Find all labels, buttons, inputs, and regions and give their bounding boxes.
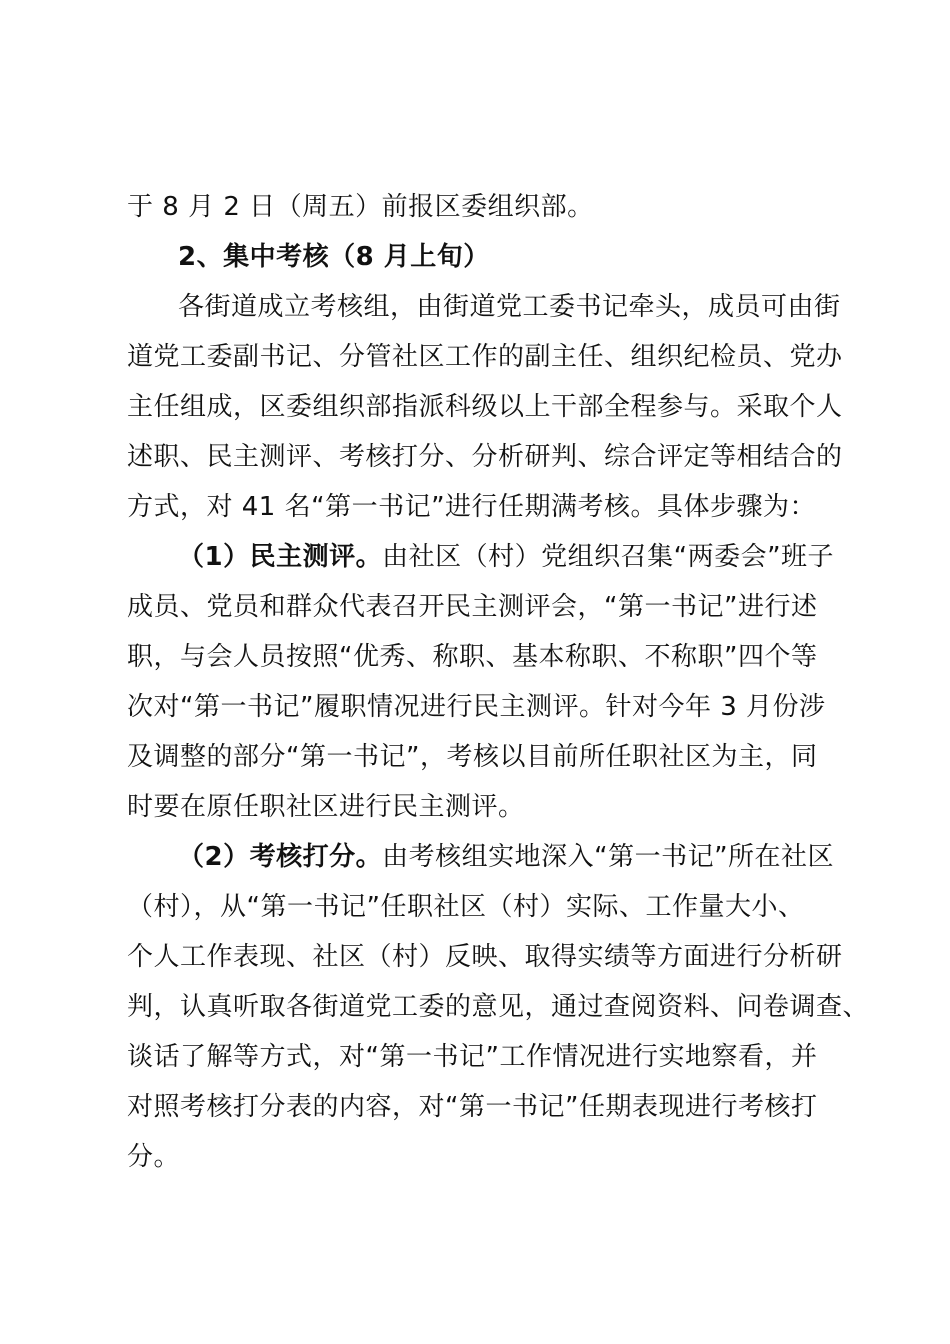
paragraph-line: 述职、民主测评、考核打分、分析研判、综合评定等相结合的 (127, 442, 843, 472)
section-heading: 2、集中考核（8 月上旬） (178, 242, 490, 272)
paragraph-text: 由考核组实地深入“第一书记”所在社区 (382, 842, 835, 872)
paragraph-text: 由社区（村）党组织召集“两委会”班子 (382, 542, 835, 572)
paragraph-line: 分。 (127, 1142, 181, 1172)
paragraph-line: 主任组成，区委组织部指派科级以上干部全程参与。采取个人 (127, 392, 843, 422)
paragraph-line: 个人工作表现、社区（村）反映、取得实绩等方面进行分析研 (127, 942, 843, 972)
paragraph-line: 方式，对 41 名“第一书记”进行任期满考核。具体步骤为： (127, 492, 817, 522)
paragraph-line: 对照考核打分表的内容，对“第一书记”任期表现进行考核打 (127, 1092, 818, 1122)
paragraph-line: 成员、党员和群众代表召开民主测评会，“第一书记”进行述 (127, 592, 818, 622)
paragraph-line: （村），从“第一书记”任职社区（村）实际、工作量大小、 (127, 892, 805, 922)
paragraph-line: 判，认真听取各街道党工委的意见，通过查阅资料、问卷调查、 (127, 992, 870, 1022)
paragraph-line: 于 8 月 2 日（周五）前报区委组织部。 (127, 192, 594, 222)
subsection-heading: （1）民主测评。 (178, 542, 383, 572)
paragraph-line: 职，与会人员按照“优秀、称职、基本称职、不称职”四个等 (127, 642, 818, 672)
paragraph-line: 时要在原任职社区进行民主测评。 (127, 792, 525, 822)
paragraph-line: 及调整的部分“第一书记”，考核以目前所任职社区为主，同 (127, 742, 818, 772)
paragraph-line: 次对“第一书记”履职情况进行民主测评。针对今年 3 月份涉 (127, 692, 826, 722)
paragraph-line: 各街道成立考核组，由街道党工委书记牵头，成员可由街 (178, 292, 841, 322)
paragraph-line (178, 832, 838, 882)
paragraph-line: 谈话了解等方式，对“第一书记”工作情况进行实地察看，并 (127, 1042, 818, 1072)
paragraph-line (178, 532, 838, 582)
subsection-heading: （2）考核打分。 (178, 842, 383, 872)
paragraph-line: 道党工委副书记、分管社区工作的副主任、组织纪检员、党办 (127, 342, 843, 372)
